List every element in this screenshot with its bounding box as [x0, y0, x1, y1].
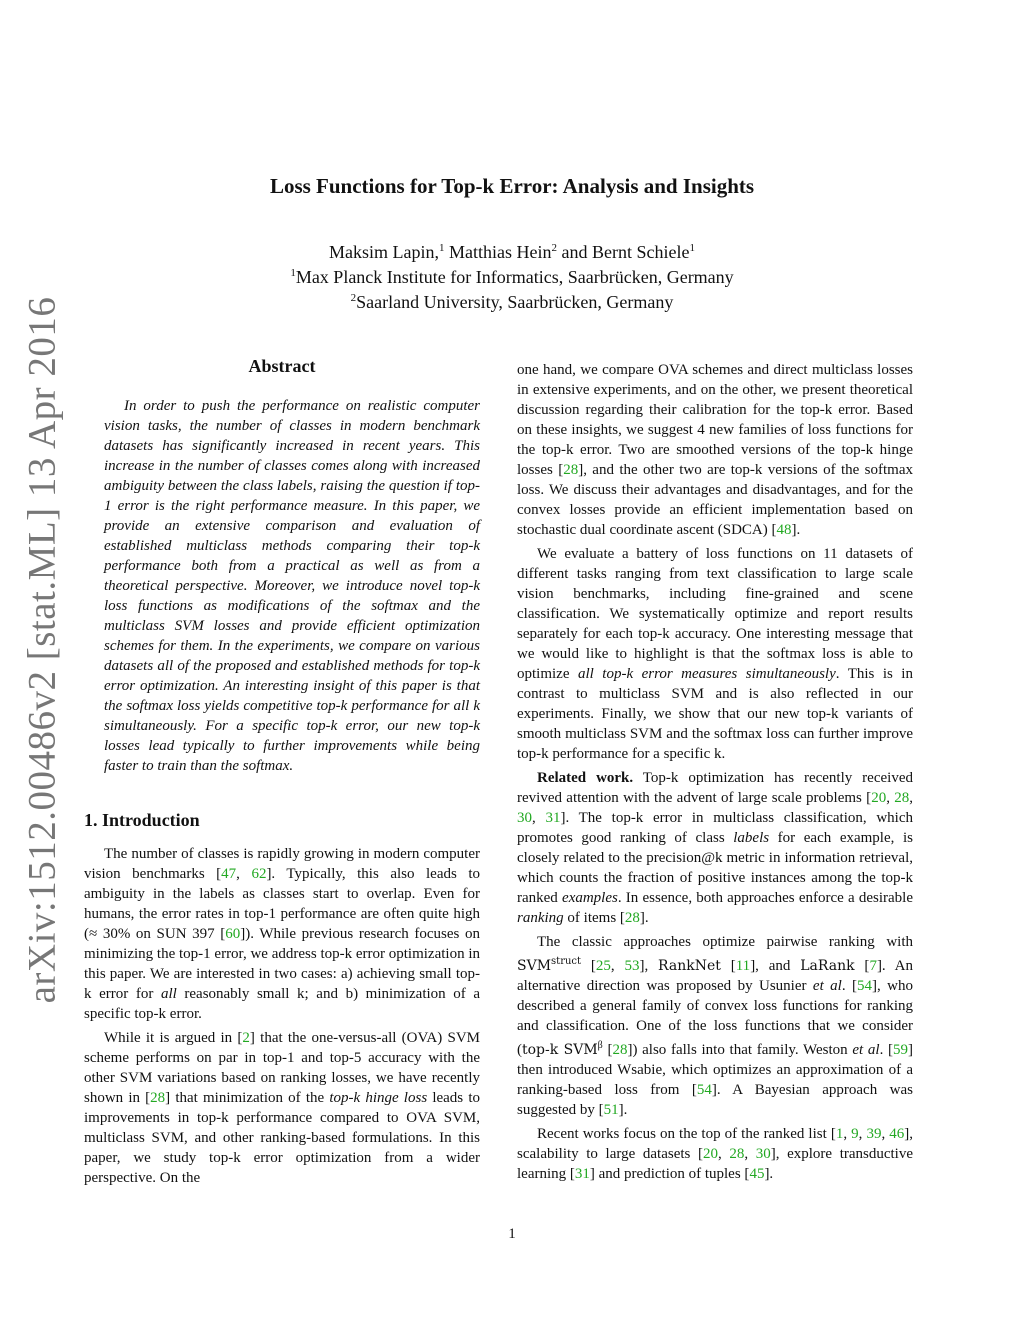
right-column [517, 360, 913, 1184]
emphasis: labels [733, 830, 770, 846]
text-run: ]. [764, 1166, 774, 1182]
text-run: ]) also falls into that family. Weston [627, 1042, 853, 1058]
intro-paragraph-1 [84, 844, 480, 1024]
affiliation-mark: 1 [689, 242, 695, 254]
emphasis: ranking [517, 910, 564, 926]
citation-link[interactable]: 48 [776, 522, 792, 538]
text-run: [ [602, 1042, 613, 1058]
citation-link[interactable]: 47 [221, 866, 237, 882]
citation-link[interactable]: 20 [702, 1146, 718, 1162]
citation-link[interactable]: 28 [729, 1146, 745, 1162]
emphasis: all top-k error measures simultaneously [577, 666, 836, 682]
citation-link[interactable]: 30 [755, 1146, 771, 1162]
text-run: ]. A Bayesian approach was suggested by [ [517, 1082, 913, 1118]
method-name: LaRank [800, 958, 855, 974]
text-run: Recent works focus on the top of the ranked list [ [537, 1126, 836, 1142]
text-run: The number of classes is rapidly growing in modern computer vision benchmarks [ [84, 846, 480, 882]
superscript: struct [551, 956, 582, 967]
emphasis: examples [562, 890, 618, 906]
citation-link[interactable]: 28 [612, 1042, 628, 1058]
text-run: reasonably small k; and b) minimization of a specific top-k error. [84, 986, 480, 1022]
citation-link[interactable]: 25 [595, 958, 611, 974]
separator: , [744, 1146, 756, 1162]
emphasis: top-k hinge loss [329, 1090, 428, 1106]
text-run: of items [ [563, 910, 625, 926]
citation-link[interactable]: 31 [574, 1166, 590, 1182]
left-column [84, 356, 480, 1188]
emphasis: et al [812, 978, 842, 994]
emphasis: et al [852, 1042, 880, 1058]
text-run: ] that the one-versus-all (OVA) SVM scheme performs on par in top-1 and top-5 accuracy with the other SVM variations based on ranking losses, we have recently shown in [ [84, 1030, 480, 1106]
superscript: β [597, 1040, 603, 1051]
citation-link[interactable]: 7 [869, 958, 877, 974]
citation-link[interactable]: 30 [517, 810, 532, 826]
affiliation-text: Max Planck Institute for Informatics, Saarbrücken, Germany [295, 267, 734, 287]
separator: , [610, 958, 625, 974]
method-name: top-k SVM [522, 1042, 598, 1058]
separator: , [843, 1126, 852, 1142]
text-run: While it is argued in [ [104, 1030, 243, 1046]
separator: , [909, 790, 913, 806]
affiliation-mark: 2 [350, 292, 357, 304]
text-run: [ [720, 958, 736, 974]
affiliation-mark: 1 [290, 267, 296, 279]
text-run: ] and prediction of tuples [ [589, 1166, 750, 1182]
text-run: . [ [879, 1042, 893, 1058]
text-run: ] that minimization of the [165, 1090, 330, 1106]
text-run: The classic approaches optimize pairwise ranking with [537, 934, 913, 950]
text-run: . [ [841, 978, 858, 994]
citation-link[interactable]: 2 [242, 1030, 250, 1046]
text-run: ]. [639, 910, 649, 926]
separator: , [886, 790, 895, 806]
citation-link[interactable]: 28 [150, 1090, 166, 1106]
page-number: 1 [508, 1226, 516, 1242]
method-name: SVM [517, 958, 552, 974]
citation-link[interactable]: 1 [835, 1126, 844, 1142]
citation-link[interactable]: 46 [889, 1126, 905, 1142]
citation-link[interactable]: 45 [749, 1166, 765, 1182]
citation-link[interactable]: 59 [893, 1042, 908, 1058]
citation-link[interactable]: 60 [225, 926, 241, 942]
citation-link[interactable]: 20 [871, 790, 887, 806]
affiliation-text: Saarland University, Saarbrücken, Germany [356, 292, 674, 312]
citation-link[interactable]: 31 [545, 810, 561, 826]
citation-link[interactable]: 28 [624, 910, 640, 926]
text-run: ], [639, 958, 659, 974]
related-work-paragraph [517, 768, 913, 928]
separator: , [717, 1146, 730, 1162]
text-run: ]). While previous research focuses on minimizing the top-1 error, we address top-k error optimization in this paper. We are interested in two cases: a) achieving small top-k error for [84, 926, 480, 1002]
text-run: ], and [750, 958, 801, 974]
citation-link[interactable]: 28 [894, 790, 910, 806]
author-name: Maksim Lapin, [329, 242, 440, 262]
citation-link[interactable]: 39 [866, 1126, 882, 1142]
citation-link[interactable]: 53 [624, 958, 640, 974]
affiliation-mark: 1 [439, 242, 445, 254]
author-block [0, 240, 1024, 315]
text-run: leads to improvements in top-k performance compared to OVA SVM, multiclass SVM, and other ranking-based formulations. In this paper, we study top-k error optimization from a wider perspective. On the [84, 1090, 480, 1186]
citation-link[interactable]: 54 [696, 1082, 712, 1098]
abstract-text: In order to push the performance on realistic computer vision tasks, the number of classes in modern benchmark datasets has significantly increased in recent years. This increase in the number of classes comes along with increased ambiguity between the class labels, raising the question if top-1 error is the right performance measure. In this paper, we provide an extensive comparison and evaluation of established multiclass methods comparing their top-k performance both from a practical as well as from a theoretical perspective. Moreover, we introduce novel top-k loss functions as modifications of the softmax and the multiclass SVM losses and provide efficient optimization schemes for them. In the experiments, we compare on various datasets all of the proposed and established methods for top-k error optimization. An interesting insight of this paper is that the softmax loss yields competitive top-k performance for all k simultaneously. For a specific top-k error, our new top-k losses lead typically to further improvements while being faster to train than the softmax. [104, 398, 480, 774]
separator: , [532, 810, 546, 826]
author-name: Matthias Hein [444, 242, 552, 262]
text-run: ]. Typically, this also leads to ambiguity in the labels as classes start to overlap. Even for humans, the error rates in top-1 performance are often quite high (≈ 30% on SUN 397 [ [84, 866, 481, 942]
abstract-heading: Abstract [248, 356, 316, 376]
paper-title: Loss Functions for Top-k Error: Analysis and Insights [269, 174, 755, 198]
text-run: ] then introduced Wsabie, which optimizes an approximation of a ranking-based loss from [ [517, 1042, 913, 1098]
text-run: for each example, is closely related to the precision@k metric in information retrieval, which counts the fraction of positive instances among the top-k ranked [517, 830, 913, 906]
citation-link[interactable]: 54 [857, 978, 873, 994]
separator: , [881, 1126, 890, 1142]
text-run: ]. The top-k error in multiclass classification, which promotes good ranking of class [517, 810, 913, 846]
text-run: [ [854, 958, 870, 974]
intro-paragraph-2 [84, 1028, 480, 1188]
intro-paragraph-4 [517, 544, 913, 764]
author-name: and Bernt Schiele [557, 242, 690, 262]
text-run: ]. [618, 1102, 628, 1118]
citation-link[interactable]: 28 [563, 462, 579, 478]
author-names [0, 240, 1024, 265]
text-run: Top-k optimization has recently received revived attention with the advent of large scale problems [ [517, 770, 913, 806]
affiliation-1 [0, 265, 1024, 290]
text-run: [ [581, 958, 596, 974]
text-run: , [236, 866, 252, 882]
affiliation-2 [0, 290, 1024, 315]
section-heading-introduction: 1. Introduction [84, 810, 200, 830]
related-work-paragraph-2 [517, 932, 913, 1120]
method-name: RankNet [658, 958, 721, 974]
related-work-paragraph-3 [517, 1124, 913, 1184]
arxiv-stamp: arXiv:1512.00486v2 [stat.ML] 13 Apr 2016 [20, 296, 64, 1004]
citation-link[interactable]: 9 [851, 1126, 859, 1142]
citation-link[interactable]: 51 [603, 1102, 619, 1118]
text-run: ]. [791, 522, 801, 538]
citation-link[interactable]: 62 [251, 866, 267, 882]
text-run: . In essence, both approaches enforce a desirable [617, 890, 913, 906]
emphasis: all [160, 986, 177, 1002]
affiliation-mark: 2 [551, 242, 557, 254]
text-run: ], explore transductive learning [ [517, 1146, 914, 1182]
paragraph-heading: Related work. [537, 770, 634, 786]
intro-paragraph-3 [517, 360, 913, 540]
separator: , [858, 1126, 867, 1142]
text-run: ], who described a general family of convex loss functions for ranking and classification. One of the loss functions that we consider ( [517, 978, 914, 1058]
text-run: . This is in contrast to multiclass SVM and is also reflected in our experiments. Finally, we show that our new top-k variants of smooth multiclass SVM and the softmax loss can further improve top-k performance for a specific k. [517, 666, 913, 762]
text-run: We evaluate a battery of loss functions on 11 datasets of different tasks ranging from text classification to large scale vision benchmarks, including fine-grained and scene classification. We systematically optimize and report results separately for each top-k accuracy. One interesting message that we would like to highlight is that the softmax loss is able to optimize [517, 546, 913, 682]
text-run: one hand, we compare OVA schemes and direct multiclass losses in extensive experiments, and on the other, we present theoretical discussion regarding their calibration for the top-k error. Based on these insights, we suggest 4 new families of loss functions for the top-k error. Two are smoothed versions of the top-k hinge losses [ [517, 362, 913, 478]
citation-link[interactable]: 11 [735, 958, 751, 974]
text-run: ], and the other two are top-k versions of the softmax loss. We discuss their advantages and disadvantages, and for the convex losses provide an efficient implementation based on stochastic dual coordinate ascent (SDCA) [ [517, 462, 913, 538]
text-run: ], scalability to large datasets [ [517, 1126, 914, 1162]
text-run: ]. An alternative direction was proposed by Usunier [517, 958, 914, 994]
